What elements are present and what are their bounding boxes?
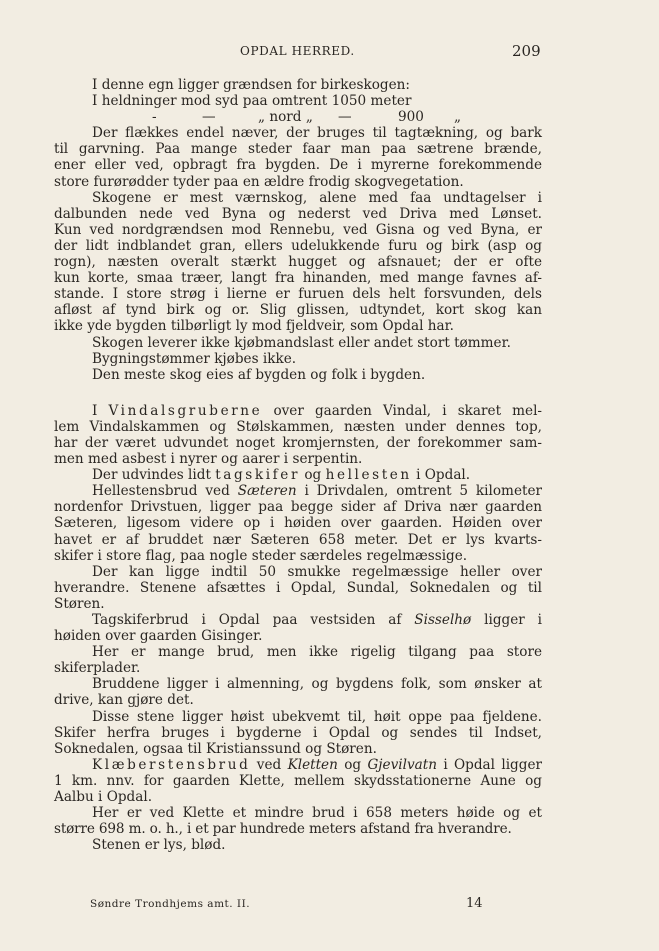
italic-place: Sæteren xyxy=(237,483,297,500)
text-span: Hellestensbrud ved xyxy=(92,483,230,500)
paragraph-mines xyxy=(54,403,542,467)
paragraph-klette xyxy=(54,805,542,837)
text-line: afløst af tynd birk og or. Slig glissen, udtyndet, kort skog kan xyxy=(54,302,542,319)
footer-title: Søndre Trondhjems amt. II. xyxy=(90,898,251,910)
text-line: Der flækkes endel næver, der bruges til tagtækning, og bark xyxy=(92,125,542,142)
text-line xyxy=(54,403,542,419)
paragraph-slabs xyxy=(54,564,542,612)
spaced-term: Klæberstensbrud xyxy=(92,756,251,773)
text-span: i Drivdalen, omtrent 5 kilometer xyxy=(304,483,542,500)
text-line: skifer i store flag, paa nogle steder særdeles regelmæssige. xyxy=(54,547,468,564)
text-line: Sæteren, ligesom videre op i høiden over gaarden. Høiden over xyxy=(54,515,542,532)
text-line: større 698 m. o. h., i et par hundrede meters afstand fra hverandre. xyxy=(54,821,512,838)
text-line: Stenen er lys, blød. xyxy=(92,837,226,854)
text-line: ener eller ved, opbragt fra bygden. De i myrerne forekommende xyxy=(54,157,542,174)
text-line: I heldninger mod syd paa omtrent 1050 meter xyxy=(92,93,412,110)
text-span: i Opdal ligger xyxy=(443,756,543,773)
running-head: OPDAL HERRED. xyxy=(240,44,355,58)
text-line: 1 km. nnv. for gaarden Klette, mellem skydsstationerne Aune og xyxy=(54,772,542,789)
text-line xyxy=(54,757,542,773)
text-line: havet er af bruddet nær Sæteren 658 meter. Det er lys kvarts- xyxy=(54,531,542,548)
text-line: lem Vindalskammen og Stølskammen, næsten under dennes top, xyxy=(54,418,542,435)
ditto-mark: „ xyxy=(454,109,462,126)
page-number: 209 xyxy=(512,42,541,60)
spaced-term: tagskifer xyxy=(215,467,301,484)
paragraph-slate-quarry xyxy=(54,612,542,644)
text-line: Bygningstømmer kjøbes ikke. xyxy=(92,350,297,367)
text-line: men med asbest i nyrer og aarer i serpentin. xyxy=(54,451,363,468)
text-line: Her er mange brud, men ikke rigelig tilgang paa store xyxy=(92,644,542,661)
text-span: ligger i xyxy=(484,612,542,628)
text-line: til garvning. Paa mange steder faar man paa sætrene brænde, xyxy=(54,141,542,158)
paragraph-many-quarries xyxy=(54,644,542,676)
ditto-dash: — xyxy=(202,109,216,126)
spaced-term: hellesten xyxy=(325,467,412,484)
paragraph-forests xyxy=(54,190,542,335)
text-line: Bruddene ligger i almenning, og bygdens folk, som ønsker at xyxy=(92,676,542,693)
signature-mark: 14 xyxy=(466,896,483,911)
text-line xyxy=(54,612,542,628)
text-line xyxy=(54,467,542,483)
paragraph-location xyxy=(54,709,542,757)
paragraph-birch-limit xyxy=(54,77,542,190)
text-line: Aalbu i Opdal. xyxy=(54,789,153,806)
text-line: Skogene er mest værnskog, alene med faa undtagelser i xyxy=(92,189,542,206)
page-footer xyxy=(0,896,659,914)
text-line: ikke yde bygden tilbørligt ly mod fjeldveir, som Opdal har. xyxy=(54,318,454,335)
spaced-term: Vindalsgruberne xyxy=(108,402,263,419)
paragraph-common-land xyxy=(54,676,542,708)
text-span: og xyxy=(304,467,322,484)
text-span: over gaarden Vindal, i skaret mel- xyxy=(273,402,543,419)
text-line: har der været udvundet noget kromjernsten, der forekommer sam- xyxy=(54,434,542,451)
page-header xyxy=(0,42,659,62)
text-line: Disse stene ligger høist ubekvemt til, høit oppe paa fjeldene. xyxy=(92,708,542,725)
text-line xyxy=(54,109,542,125)
ditto-height: 900 xyxy=(398,109,424,126)
text-line: skiferplader. xyxy=(54,660,141,677)
text-line: der lidt indblandet gran, ellers udelukkende furu og birk (asp og xyxy=(54,237,542,254)
text-line: rogn), næsten overalt stærkt hugget og afsnauet; der er ofte xyxy=(54,254,542,271)
italic-place: Kletten xyxy=(287,756,338,773)
text-line xyxy=(54,483,542,499)
text-line: høiden over gaarden Gisinger. xyxy=(54,628,263,645)
text-line: Her er ved Klette et mindre brud i 658 meters høide og et xyxy=(92,805,542,822)
text-line: nordenfor Drivstuen, ligger paa begge sider af Driva nær gaarden xyxy=(54,499,542,516)
ditto-dash: — xyxy=(338,109,352,126)
text-span: Tagskiferbrud i Opdal paa vestsiden af xyxy=(92,612,402,628)
text-line: Kun ved nordgrændsen mod Rennebu, ved Gisna og ved Byna, er xyxy=(54,221,542,238)
text-line: drive, kan gjøre det. xyxy=(54,692,194,709)
text-line: Der kan ligge indtil 50 smukke regelmæssige heller over xyxy=(92,563,542,580)
text-span: I xyxy=(92,402,98,419)
text-span: Der udvindes lidt xyxy=(92,467,211,484)
paragraph-soapstone xyxy=(54,757,542,805)
text-span: i Opdal. xyxy=(416,467,471,484)
italic-place: Gjevilvatn xyxy=(367,756,437,773)
ditto-dash: - xyxy=(152,109,157,126)
italic-place: Sisselhø xyxy=(414,612,472,628)
paragraph-hellesten-quarry xyxy=(54,483,542,563)
ditto-nord: „ nord „ xyxy=(258,109,313,126)
text-line: Den meste skog eies af bygden og folk i bygden. xyxy=(92,366,426,383)
text-line: I denne egn ligger grændsen for birkeskogen: xyxy=(92,77,410,93)
text-line: hverandre. Stenene afsættes i Opdal, Sundal, Soknedalen og til xyxy=(54,579,542,596)
text-line: Soknedalen, ogsaa til Kristianssund og Støren. xyxy=(54,740,377,757)
text-span: ved xyxy=(256,756,282,773)
section-gap xyxy=(54,383,542,403)
text-line: Støren. xyxy=(54,595,105,612)
text-line: Skogen leverer ikke kjøbmandslast eller andet stort tømmer. xyxy=(92,334,511,351)
text-line: dalbunden nede ved Byna og nederst ved Driva med Lønset. xyxy=(54,205,542,222)
page-body xyxy=(54,77,542,853)
text-line: store furørødder tyder paa en ældre frodig skogvegetation. xyxy=(54,173,464,190)
text-line: kun korte, smaa træer, langt fra hinanden, med mange favnes af- xyxy=(54,270,542,287)
text-line: Skifer herfra bruges i bygderne i Opdal og sendes til Indset, xyxy=(54,724,542,741)
text-span: og xyxy=(344,756,362,773)
text-line: stande. I store strøg i lierne er furuen dels helt forsvunden, dels xyxy=(54,286,542,303)
